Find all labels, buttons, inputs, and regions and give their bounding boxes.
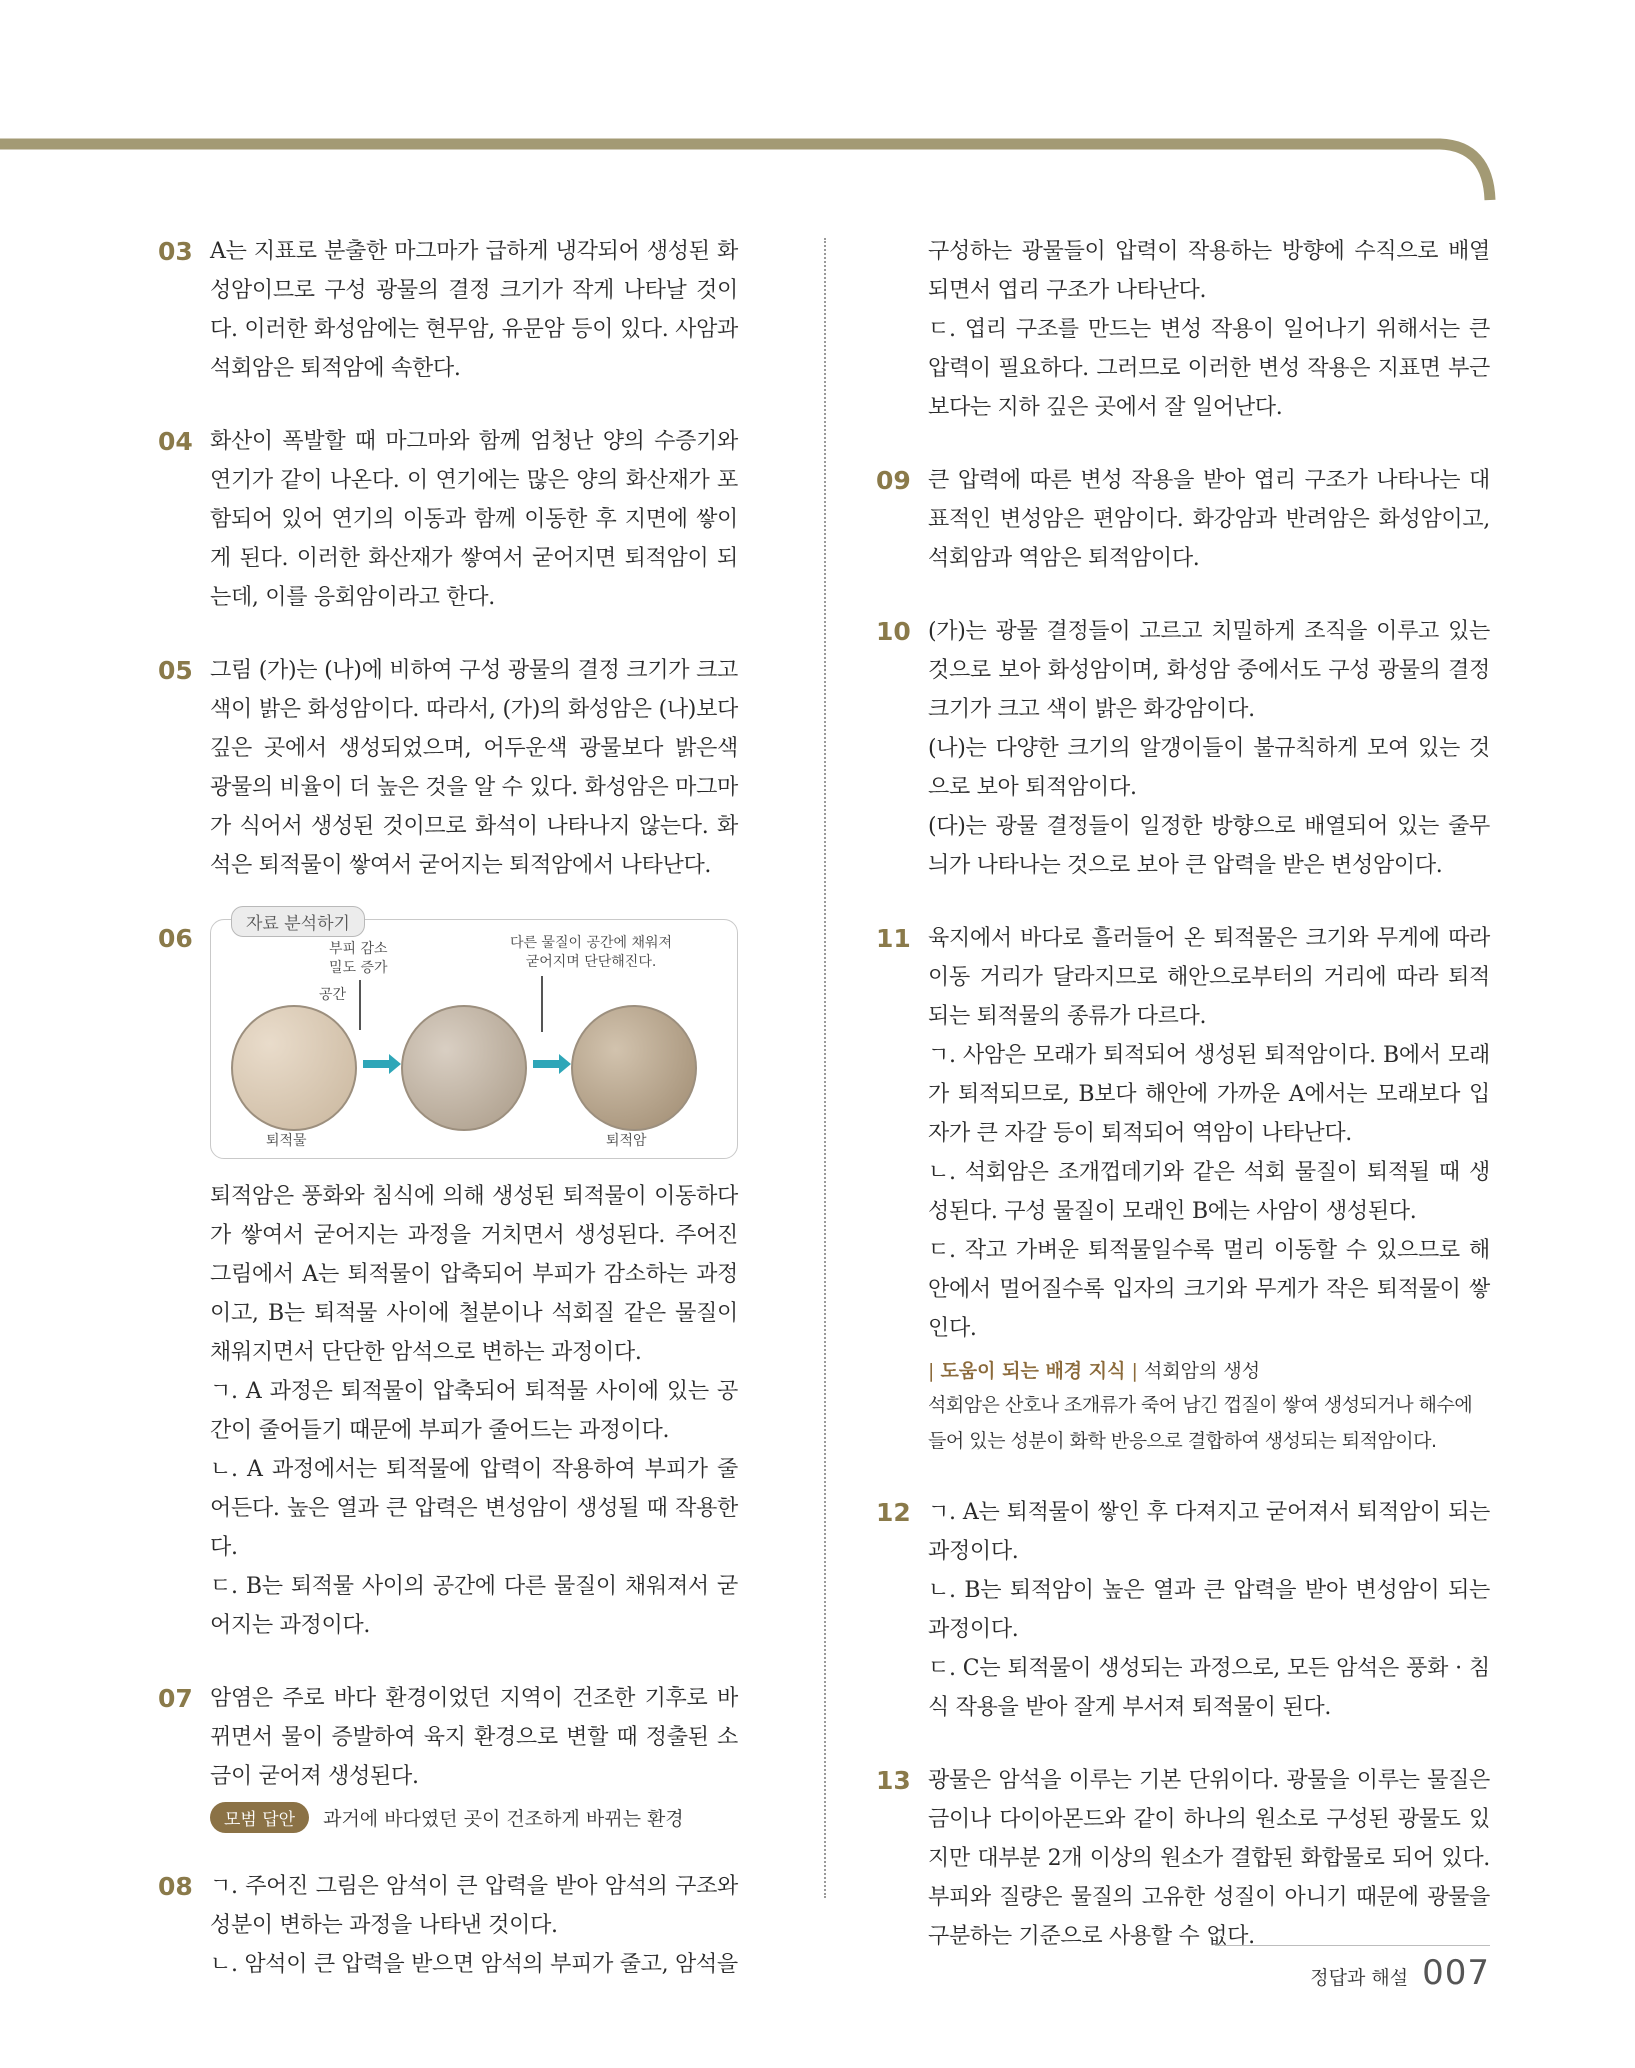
- answer-04: [158, 422, 738, 617]
- label-volume-decrease: 부피 감소: [329, 941, 388, 957]
- answer-09: [876, 461, 1490, 578]
- answer-choice-c: ㄷ. B는 퇴적물 사이의 공간에 다른 물질이 채워져서 굳어지는 과정이다.: [210, 1574, 738, 1638]
- answer-text: A는 지표로 분출한 마그마가 급하게 냉각되어 생성된 화성암이므로 구성 광물의 결정 크기가 작게 나타날 것이다. 이러한 화성암에는 현무암, 유문암 등이 있다. 사암과 석회암은 퇴적암에 속한다.: [210, 239, 738, 381]
- model-answer-text: 과거에 바다였던 곳이 건조하게 바뀌는 환경: [323, 1808, 684, 1830]
- answer-08: [158, 1867, 738, 1984]
- answer-number: 06: [158, 924, 193, 953]
- answer-text: 화산이 폭발할 때 마그마와 함께 엄청난 양의 수증기와 연기가 같이 나온다. 이 연기에는 많은 양의 화산재가 포함되어 있어 연기의 이동과 함께 이동한 후 지면에 쌓이게 된다. 이러한 화산재가 쌓여서 굳어지면 퇴적암이 되는데, 이를 응회암이라고 한다.: [210, 429, 738, 610]
- answer-number: 05: [158, 656, 193, 685]
- answer-text: 그림 (가)는 (나)에 비하여 구성 광물의 결정 크기가 크고 색이 밝은 화성암이다. 따라서, (가)의 화성암은 (나)보다 깊은 곳에서 생성되었으며, 어두운색 광물보다 밝은색 광물의 비율이 더 높은 것을 알 수 있다. 화성암은 마그마가 식어서 생성된 것이므로 화석이 나타나지 않는다. 화석은 퇴적물이 쌓여서 굳어지는 퇴적암에서 나타난다.: [210, 658, 738, 878]
- answer-choice-b: ㄴ. B는 퇴적암이 높은 열과 큰 압력을 받아 변성암이 되는 과정이다.: [928, 1578, 1490, 1642]
- answer-number: 09: [876, 466, 911, 495]
- answer-text: 암염은 주로 바다 환경이었던 지역이 건조한 기후로 바뀌면서 물이 증발하여 육지 환경으로 변할 때 정출된 소금이 굳어져 생성된다.: [210, 1686, 738, 1789]
- left-column: [158, 232, 738, 1984]
- compacted-circle: [401, 1005, 527, 1131]
- answer-choice-c: ㄷ. 작고 가벼운 퇴적물일수록 멀리 이동할 수 있으므로 해안에서 멀어질수록 입자의 크기와 무게가 작은 퇴적물이 쌓인다.: [928, 1238, 1490, 1341]
- answer-number: 10: [876, 617, 911, 646]
- answer-text: (다)는 광물 결정들이 일정한 방향으로 배열되어 있는 줄무늬가 나타나는 것으로 보아 큰 압력을 받은 변성암이다.: [928, 814, 1490, 878]
- data-analysis-figure: [210, 914, 738, 1159]
- answer-choice-b: ㄴ. 석회암은 조개껍데기와 같은 석회 물질이 퇴적될 때 생성된다. 구성 물질이 모래인 B에는 사암이 생성된다.: [928, 1160, 1490, 1224]
- arrow-a-icon: [363, 1060, 391, 1068]
- answer-11: [876, 919, 1490, 1459]
- answer-number: 13: [876, 1766, 911, 1795]
- answer-10: [876, 612, 1490, 885]
- label-sediment: 퇴적물: [266, 1133, 307, 1149]
- answer-choice-a: ㄱ. A 과정은 퇴적물이 압축되어 퇴적물 사이에 있는 공간이 줄어들기 때문에 부피가 줄어드는 과정이다.: [210, 1379, 738, 1443]
- label-sedimentary-rock: 퇴적암: [606, 1133, 647, 1149]
- answer-text: 큰 압력에 따른 변성 작용을 받아 엽리 구조가 나타나는 대표적인 변성암은 편암이다. 화강암과 반려암은 화성암이고, 석회암과 역암은 퇴적암이다.: [928, 468, 1490, 571]
- figure-tag: 자료 분석하기: [231, 906, 365, 937]
- answer-12: [876, 1493, 1490, 1727]
- header-rule: [0, 0, 1635, 210]
- answer-13: [876, 1761, 1490, 1956]
- answer-text: 광물은 암석을 이루는 기본 단위이다. 광물을 이루는 물질은 금이나 다이아몬드와 같이 하나의 원소로 구성된 광물도 있지만 대부분 2개 이상의 원소가 결합된 화합물로 되어 있다. 부피와 질량은 물질의 고유한 성질이 아니기 때문에 광물을 구분하는 기준으로 사용할 수 없다.: [928, 1768, 1490, 1949]
- answer-07: [158, 1679, 738, 1833]
- answer-number: 08: [158, 1872, 193, 1901]
- answer-03: [158, 232, 738, 388]
- answer-text: 구성하는 광물들이 압력이 작용하는 방향에 수직으로 배열되면서 엽리 구조가 나타난다.: [928, 239, 1490, 303]
- answer-text: (가)는 광물 결정들이 고르고 치밀하게 조직을 이루고 있는 것으로 보아 화성암이며, 화성암 중에서도 구성 광물의 결정 크기가 크고 색이 밝은 화강암이다.: [928, 619, 1490, 722]
- background-knowledge-label: 도움이 되는 배경 지식: [940, 1360, 1126, 1382]
- footer-label: 정답과 해설: [1310, 1967, 1409, 1989]
- answer-text: 퇴적암은 풍화와 침식에 의해 생성된 퇴적물이 이동하다가 쌓여서 굳어지는 과정을 거치면서 생성된다. 주어진 그림에서 A는 퇴적물이 압축되어 부피가 감소하는 과정이고, B는 퇴적물 사이에 철분이나 석회질 같은 물질이 채워지면서 단단한 암석으로 변하는 과정이다.: [210, 1184, 738, 1365]
- answer-08-continued: [876, 232, 1490, 427]
- column-divider: [824, 238, 826, 1898]
- page-number: 007: [1422, 1953, 1490, 1993]
- model-answer-badge: 모범 답안: [210, 1802, 309, 1833]
- background-knowledge: | 도움이 되는 배경 지식 | 석회암의 생성 석회암은 산호나 조개류가 죽어 남긴 껍질이 쌓여 생성되거나 해수에 들어 있는 성분이 화학 반응으로 결합하여 생성되는 퇴적암이다.: [928, 1356, 1490, 1459]
- background-knowledge-title: 석회암의 생성: [1143, 1360, 1261, 1382]
- label-density-increase: 밀도 증가: [329, 960, 388, 976]
- answer-choice-a: ㄱ. A는 퇴적물이 쌓인 후 다져지고 굳어져서 퇴적암이 되는 과정이다.: [928, 1500, 1490, 1564]
- answer-number: 04: [158, 427, 193, 456]
- model-answer: [210, 1802, 738, 1833]
- answer-choice-a: ㄱ. 주어진 그림은 암석이 큰 압력을 받아 암석의 구조와 성분이 변하는 과정을 나타낸 것이다.: [210, 1874, 738, 1938]
- answer-choice-c: ㄷ. C는 퇴적물이 생성되는 과정으로, 모든 암석은 풍화 · 침식 작용을 받아 잘게 부서져 퇴적물이 된다.: [928, 1656, 1490, 1720]
- sediment-circle: [231, 1005, 357, 1131]
- right-column: [876, 232, 1490, 1956]
- answer-choice-b: ㄴ. 암석이 큰 압력을 받으면 암석의 부피가 줄고, 암석을: [210, 1952, 738, 1977]
- answer-number: 11: [876, 924, 911, 953]
- answer-05: [158, 651, 738, 885]
- answer-text: 육지에서 바다로 흘러들어 온 퇴적물은 크기와 무게에 따라 이동 거리가 달라지므로 해안으로부터의 거리에 따라 퇴적되는 퇴적물의 종류가 다르다.: [928, 926, 1490, 1029]
- label-fill-material: 다른 물질이 공간에 채워져: [509, 935, 673, 951]
- sedimentary-rock-circle: [571, 1005, 697, 1131]
- label-fill-hardens: 굳어지며 단단해진다.: [525, 954, 657, 970]
- page-footer: [1310, 1953, 1490, 1993]
- answer-choice-c: ㄷ. 엽리 구조를 만드는 변성 작용이 일어나기 위해서는 큰 압력이 필요하다. 그러므로 이러한 변성 작용은 지표면 부근보다는 지하 깊은 곳에서 잘 일어난다.: [928, 317, 1490, 420]
- label-space: 공간: [319, 987, 347, 1003]
- answer-number: 03: [158, 237, 193, 266]
- answer-choice-a: ㄱ. 사암은 모래가 퇴적되어 생성된 퇴적암이다. B에서 모래가 퇴적되므로, B보다 해안에 가까운 A에서는 모래보다 입자가 큰 자갈 등이 퇴적되어 역암이 나타난다.: [928, 1043, 1490, 1146]
- answer-choice-b: ㄴ. A 과정에서는 퇴적물에 압력이 작용하여 부피가 줄어든다. 높은 열과 큰 압력은 변성암이 생성될 때 작용한다.: [210, 1457, 738, 1560]
- answer-number: 12: [876, 1498, 911, 1527]
- answer-number: 07: [158, 1684, 193, 1713]
- answer-text: (나)는 다양한 크기의 알갱이들이 불규칙하게 모여 있는 것으로 보아 퇴적암이다.: [928, 736, 1490, 800]
- footer-rule: [1215, 1945, 1490, 1946]
- answer-06: [158, 914, 738, 1645]
- background-knowledge-text: 석회암은 산호나 조개류가 죽어 남긴 껍질이 쌓여 생성되거나 해수에 들어 있는 성분이 화학 반응으로 결합하여 생성되는 퇴적암이다.: [928, 1394, 1473, 1452]
- arrow-b-icon: [533, 1060, 561, 1068]
